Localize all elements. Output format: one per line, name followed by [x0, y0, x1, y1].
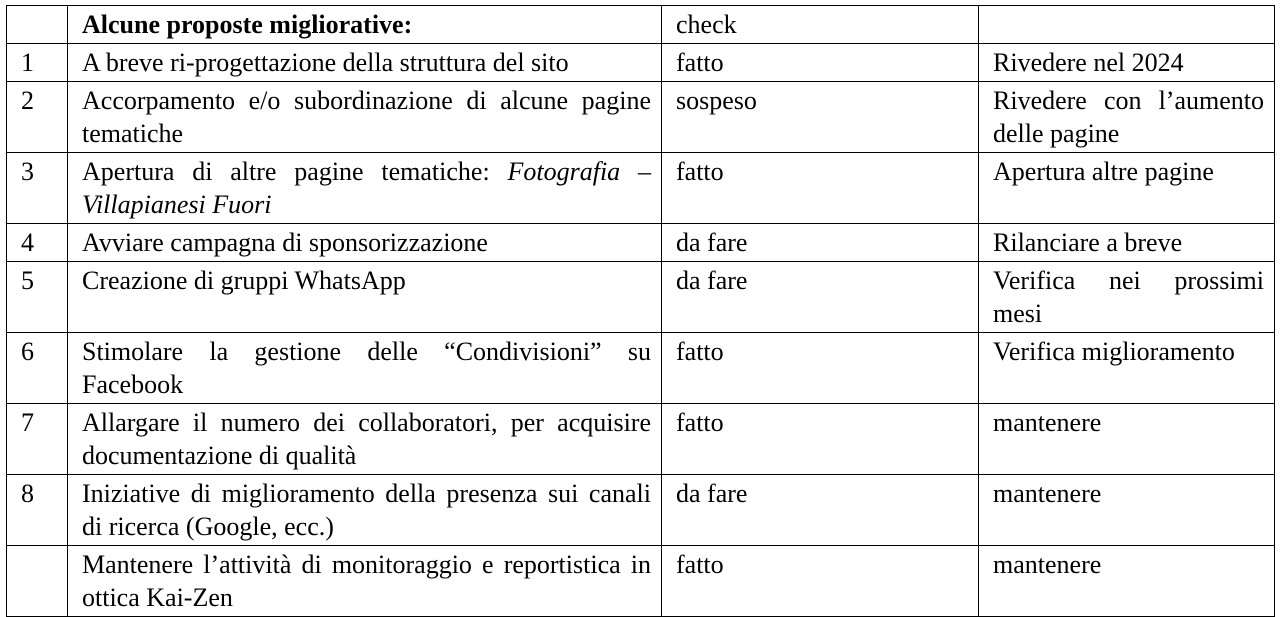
row-note: mantenere — [979, 475, 1275, 546]
row-proposal: Creazione di gruppi WhatsApp — [68, 262, 662, 333]
row-note: Verifica miglioramento — [979, 333, 1275, 404]
row-number: 4 — [7, 224, 68, 262]
row-note: Rivedere nel 2024 — [979, 44, 1275, 82]
row-proposal: Stimolare la gestione delle “Condivisioni” su Facebook — [68, 333, 662, 404]
row-proposal: Iniziative di miglioramento della presenza sui canali di ricerca (Google, ecc.) — [68, 475, 662, 546]
proposals-table — [6, 5, 1275, 617]
row-proposal: A breve ri-progettazione della struttura del sito — [68, 44, 662, 82]
row-status: fatto — [662, 404, 979, 475]
row-number: 7 — [7, 404, 68, 475]
table-row — [7, 82, 1275, 153]
table-header-row — [7, 6, 1275, 44]
row-status: fatto — [662, 546, 979, 617]
row-proposal: Mantenere l’attività di monitoraggio e reportistica in ottica Kai-Zen — [68, 546, 662, 617]
table-row — [7, 404, 1275, 475]
row-status: fatto — [662, 44, 979, 82]
row-proposal — [68, 153, 662, 224]
row-number: 3 — [7, 153, 68, 224]
table-row — [7, 333, 1275, 404]
row-proposal-text: Apertura di altre pagine tematiche: — [82, 157, 508, 186]
row-status: fatto — [662, 153, 979, 224]
row-number: 6 — [7, 333, 68, 404]
row-number: 5 — [7, 262, 68, 333]
row-note: mantenere — [979, 546, 1275, 617]
row-note: Rilanciare a breve — [979, 224, 1275, 262]
header-title-cell: Alcune proposte migliorative: — [68, 6, 662, 44]
header-number-cell — [7, 6, 68, 44]
row-note: Rivedere con l’aumento delle pagine — [979, 82, 1275, 153]
row-number: 1 — [7, 44, 68, 82]
header-check-cell: check — [662, 6, 979, 44]
row-status: sospeso — [662, 82, 979, 153]
row-note: mantenere — [979, 404, 1275, 475]
table-row — [7, 475, 1275, 546]
row-proposal: Accorpamento e/o subordinazione di alcune pagine tematiche — [68, 82, 662, 153]
table-row — [7, 153, 1275, 224]
row-proposal: Avviare campagna di sponsorizzazione — [68, 224, 662, 262]
row-note: Apertura altre pagine — [979, 153, 1275, 224]
row-note: Verifica nei prossimi mesi — [979, 262, 1275, 333]
row-status: da fare — [662, 475, 979, 546]
row-status: fatto — [662, 333, 979, 404]
table-row — [7, 546, 1275, 617]
row-status: da fare — [662, 262, 979, 333]
row-proposal-italic-text: Fotografia – Villapianesi Fuori — [82, 157, 652, 219]
table-row — [7, 44, 1275, 82]
row-status: da fare — [662, 224, 979, 262]
row-number: 8 — [7, 475, 68, 546]
row-proposal: Allargare il numero dei collaboratori, per acquisire documentazione di qualità — [68, 404, 662, 475]
table-row — [7, 262, 1275, 333]
row-number — [7, 546, 68, 617]
header-note-cell — [979, 6, 1275, 44]
row-number: 2 — [7, 82, 68, 153]
table-row — [7, 224, 1275, 262]
